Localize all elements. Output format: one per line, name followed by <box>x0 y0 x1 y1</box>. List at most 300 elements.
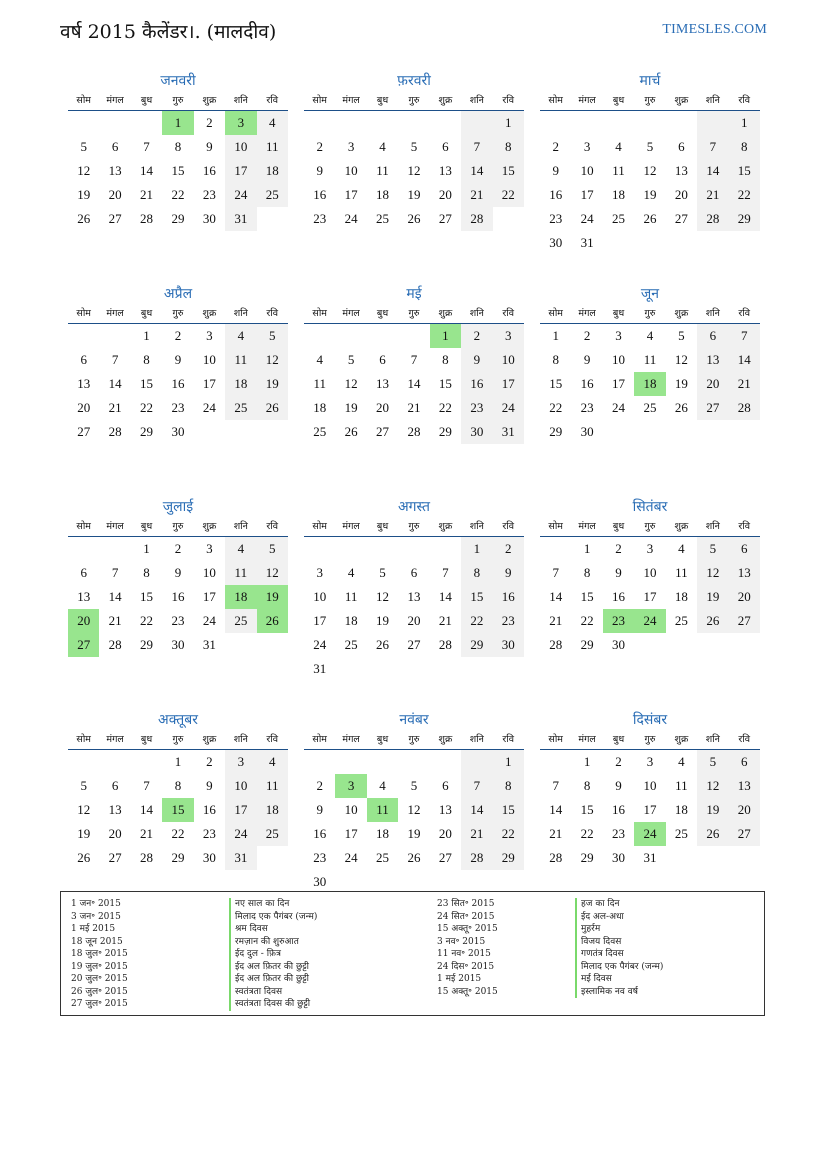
day-cell: 27 <box>108 211 122 226</box>
holiday-date: 24 सित॰ 2015 <box>437 911 495 922</box>
holiday-day-cell: 26 <box>257 609 288 633</box>
day-cell: 23 <box>313 211 327 226</box>
day-cell: 31 <box>225 207 256 231</box>
weekday-label: मंगल <box>578 308 596 319</box>
weekday-header <box>304 305 524 324</box>
weekday-label: शनि <box>469 734 484 745</box>
day-cell: 4 <box>379 778 386 793</box>
weekday-label: शुक्र <box>438 521 453 532</box>
weekday-label: सोम <box>548 521 563 532</box>
empty-day-cell <box>493 207 524 231</box>
day-cell: 17 <box>313 613 327 628</box>
day-cell: 6 <box>697 324 728 348</box>
day-cell: 25 <box>674 826 688 841</box>
day-cell: 23 <box>202 826 216 841</box>
empty-day-cell <box>304 324 335 348</box>
holiday-date: 3 नव॰ 2015 <box>437 936 486 947</box>
weekday-label: गुरु <box>408 95 420 106</box>
day-cell: 16 <box>313 187 327 202</box>
day-cell: 24 <box>225 183 256 207</box>
day-cell: 19 <box>376 613 390 628</box>
day-cell: 31 <box>643 850 657 865</box>
day-cell: 20 <box>108 187 122 202</box>
weekday-label: गुरु <box>172 95 184 106</box>
weekday-label: रवि <box>502 521 515 532</box>
day-cell: 15 <box>729 159 760 183</box>
day-cell: 10 <box>643 565 657 580</box>
month-calendar <box>68 496 288 709</box>
weekday-label: गुरु <box>172 308 184 319</box>
day-cell: 14 <box>407 376 421 391</box>
month-name: सितंबर <box>632 499 668 515</box>
day-cell: 3 <box>316 565 323 580</box>
day-cell: 20 <box>729 798 760 822</box>
day-cell: 20 <box>376 400 390 415</box>
day-cell: 16 <box>202 802 216 817</box>
day-cell: 27 <box>697 396 728 420</box>
weekday-label: मंगल <box>342 521 360 532</box>
day-cell: 15 <box>438 376 452 391</box>
day-cell: 2 <box>316 139 323 154</box>
day-cell: 1 <box>174 754 182 769</box>
day-cell: 25 <box>643 400 657 415</box>
weekday-label: बुध <box>140 734 153 745</box>
empty-day-cell <box>697 846 728 870</box>
empty-day-cell <box>304 111 335 135</box>
day-cell: 19 <box>407 187 421 202</box>
day-cell: 25 <box>257 183 288 207</box>
holiday-day-cell: 19 <box>257 585 288 609</box>
empty-day-cell <box>367 657 398 681</box>
day-cell: 13 <box>438 163 452 178</box>
empty-day-cell <box>461 657 492 681</box>
day-cell: 12 <box>674 352 688 367</box>
empty-day-cell <box>634 633 665 657</box>
day-cell: 6 <box>729 537 760 561</box>
holiday-date: 18 जुल॰ 2015 <box>71 949 128 959</box>
day-cell: 12 <box>344 376 358 391</box>
day-cell: 6 <box>410 565 418 580</box>
empty-day-cell <box>493 657 524 681</box>
empty-day-cell <box>634 231 665 255</box>
day-cell: 7 <box>461 135 492 159</box>
day-cell: 14 <box>140 802 154 817</box>
day-cell: 13 <box>697 348 728 372</box>
day-cell: 28 <box>549 637 563 652</box>
day-cell: 17 <box>225 159 256 183</box>
day-cell: 30 <box>202 850 216 865</box>
day-cell: 21 <box>438 613 452 628</box>
empty-day-cell <box>335 750 366 774</box>
weekday-label: शनि <box>233 308 248 319</box>
day-cell: 20 <box>108 826 122 841</box>
day-cell: 20 <box>729 585 760 609</box>
empty-day-cell <box>68 537 99 561</box>
weekday-label: शनि <box>469 95 484 106</box>
day-cell: 24 <box>493 396 524 420</box>
month-calendar <box>68 283 288 496</box>
holiday-date: 1 जन॰ 2015 <box>71 899 121 909</box>
day-cell: 6 <box>678 139 685 154</box>
day-cell: 18 <box>376 826 390 841</box>
holiday-name: विजय दिवस <box>575 936 663 949</box>
weekday-label: बुध <box>376 734 389 745</box>
day-cell: 5 <box>80 778 87 793</box>
weekday-label: बुध <box>376 521 389 532</box>
day-cell: 27 <box>376 424 390 439</box>
holiday-name: मिलाद एक पैगंबर (जन्म) <box>575 961 663 974</box>
day-cell: 2 <box>461 324 492 348</box>
day-cell: 20 <box>77 400 91 415</box>
day-cell: 26 <box>376 637 390 652</box>
day-cell: 9 <box>615 565 622 580</box>
day-cell: 16 <box>171 376 185 391</box>
day-cell: 26 <box>407 850 421 865</box>
day-cell: 31 <box>313 661 327 676</box>
day-cell: 15 <box>580 589 594 604</box>
day-cell: 6 <box>80 565 87 580</box>
day-cell: 25 <box>612 211 626 226</box>
day-cell: 25 <box>376 211 390 226</box>
holiday-name: श्रम दिवस <box>229 923 317 936</box>
day-cell: 26 <box>674 400 688 415</box>
weekday-label: शुक्र <box>674 95 689 106</box>
weekday-label: सोम <box>548 95 563 106</box>
day-cell: 27 <box>407 637 421 652</box>
day-cell: 14 <box>461 159 492 183</box>
empty-day-cell <box>697 231 728 255</box>
day-cell: 8 <box>583 778 591 793</box>
day-cell: 4 <box>678 754 685 769</box>
day-cell: 11 <box>344 589 358 604</box>
weekday-label: शनि <box>233 521 248 532</box>
holiday-date: 1 मई 2015 <box>437 974 482 984</box>
day-cell: 4 <box>347 565 355 580</box>
day-cell: 25 <box>376 850 390 865</box>
weekday-label: सोम <box>312 95 327 106</box>
empty-day-cell <box>367 324 398 348</box>
weekday-label: शनि <box>705 308 720 319</box>
day-cell: 24 <box>225 822 256 846</box>
day-cell: 24 <box>202 400 216 415</box>
weekday-header <box>540 518 760 537</box>
day-cell: 6 <box>80 352 87 367</box>
holiday-name: मुहर्रम <box>575 923 663 936</box>
calendar-grid <box>68 70 760 922</box>
day-cell: 6 <box>111 139 119 154</box>
weekday-label: शुक्र <box>438 734 453 745</box>
day-cell: 21 <box>549 826 563 841</box>
day-cell: 19 <box>77 826 91 841</box>
weekday-label: शनि <box>233 95 248 106</box>
empty-day-cell <box>257 420 288 444</box>
empty-day-cell <box>666 846 697 870</box>
holiday-day-cell: 18 <box>634 372 665 396</box>
day-cell: 11 <box>225 561 256 585</box>
holiday-name: रमज़ान की शुरुआत <box>229 936 317 949</box>
day-cell: 10 <box>313 589 327 604</box>
day-cell: 26 <box>697 822 728 846</box>
holiday-name: नए साल का दिन <box>229 898 317 911</box>
day-cell: 9 <box>174 352 182 367</box>
day-cell: 26 <box>77 850 91 865</box>
day-cell: 30 <box>580 424 594 439</box>
weekday-label: बुध <box>612 308 625 319</box>
day-cell: 15 <box>493 798 524 822</box>
weekday-label: गुरु <box>172 521 184 532</box>
holiday-date: 23 सित॰ 2015 <box>437 899 495 909</box>
day-cell: 11 <box>225 348 256 372</box>
holiday-date: 20 जुल॰ 2015 <box>71 974 128 984</box>
day-cell: 27 <box>729 822 760 846</box>
weekday-label: गुरु <box>172 734 184 745</box>
weekday-header <box>68 518 288 537</box>
holiday-name: स्वतंत्रता दिवस की छुट्टी <box>229 998 317 1011</box>
day-cell: 22 <box>493 183 524 207</box>
day-cell: 4 <box>646 328 654 343</box>
day-cell: 7 <box>143 778 150 793</box>
day-cell: 17 <box>202 376 216 391</box>
holiday-date: 1 मई 2015 <box>71 924 116 934</box>
empty-day-cell <box>335 537 366 561</box>
day-cell: 6 <box>111 778 119 793</box>
day-cell: 20 <box>438 826 452 841</box>
day-cell: 16 <box>580 376 594 391</box>
day-cell: 11 <box>376 163 389 178</box>
empty-day-cell <box>729 846 760 870</box>
day-cell: 8 <box>493 135 524 159</box>
day-cell: 22 <box>171 826 185 841</box>
day-cell: 30 <box>612 637 626 652</box>
day-cell: 6 <box>729 750 760 774</box>
day-cell: 13 <box>729 774 760 798</box>
day-cell: 6 <box>442 778 449 793</box>
holiday-date: 18 जून 2015 <box>71 936 123 947</box>
day-cell: 24 <box>202 613 216 628</box>
day-cell: 16 <box>171 589 185 604</box>
day-cell: 17 <box>612 376 626 391</box>
empty-day-cell <box>430 537 461 561</box>
day-cell: 12 <box>407 802 421 817</box>
day-cell: 27 <box>438 850 452 865</box>
day-cell: 7 <box>442 565 449 580</box>
month-name: जनवरी <box>160 73 196 89</box>
day-cell: 27 <box>674 211 688 226</box>
day-cell: 28 <box>140 211 154 226</box>
day-cell: 30 <box>171 424 185 439</box>
site-link[interactable]: TIMESLES.COM <box>662 22 767 37</box>
empty-day-cell <box>68 324 99 348</box>
day-cell: 19 <box>344 400 358 415</box>
weekday-label: शनि <box>469 308 484 319</box>
empty-day-cell <box>68 111 99 135</box>
empty-day-cell <box>697 633 728 657</box>
weekday-label: शुक्र <box>674 521 689 532</box>
day-cell: 26 <box>697 609 728 633</box>
day-cell: 18 <box>225 372 256 396</box>
weekday-label: रवि <box>502 734 515 745</box>
day-cell: 24 <box>580 211 594 226</box>
holiday-date: 26 जुल॰ 2015 <box>71 986 128 997</box>
day-cell: 8 <box>552 352 559 367</box>
day-cell: 15 <box>549 376 563 391</box>
day-cell: 17 <box>344 826 358 841</box>
day-cell: 13 <box>77 376 91 391</box>
empty-day-cell <box>430 657 461 681</box>
day-grid <box>540 750 760 870</box>
empty-day-cell <box>131 111 162 135</box>
empty-day-cell <box>398 750 429 774</box>
empty-day-cell <box>225 633 256 657</box>
day-cell: 28 <box>108 637 122 652</box>
day-cell: 14 <box>438 589 452 604</box>
day-cell: 11 <box>643 352 657 367</box>
weekday-label: गुरु <box>644 95 656 106</box>
empty-day-cell <box>99 537 130 561</box>
holiday-name: इस्लामिक नव वर्ष <box>575 986 663 999</box>
day-cell: 2 <box>206 754 213 769</box>
day-cell: 16 <box>612 589 626 604</box>
weekday-label: शुक्र <box>438 95 453 106</box>
day-grid <box>68 537 288 657</box>
day-cell: 30 <box>493 633 524 657</box>
day-cell: 12 <box>77 802 91 817</box>
day-cell: 18 <box>313 400 327 415</box>
day-cell: 29 <box>171 850 185 865</box>
weekday-label: मंगल <box>106 308 124 319</box>
day-cell: 26 <box>257 396 288 420</box>
month-name: जुलाई <box>162 499 194 515</box>
day-cell: 1 <box>729 111 760 135</box>
day-cell: 1 <box>583 541 591 556</box>
day-cell: 5 <box>379 565 386 580</box>
weekday-label: रवि <box>266 308 279 319</box>
day-cell: 3 <box>225 750 256 774</box>
holiday-date: 11 नव॰ 2015 <box>437 949 491 959</box>
day-cell: 31 <box>225 846 256 870</box>
day-cell: 18 <box>257 159 288 183</box>
weekday-label: सोम <box>312 734 327 745</box>
day-cell: 16 <box>612 802 626 817</box>
day-cell: 18 <box>674 589 688 604</box>
day-cell: 8 <box>143 565 150 580</box>
day-cell: 18 <box>612 187 626 202</box>
day-cell: 10 <box>225 135 256 159</box>
day-cell: 31 <box>493 420 524 444</box>
weekday-label: सोम <box>76 308 91 319</box>
day-cell: 10 <box>612 352 626 367</box>
day-cell: 10 <box>493 348 524 372</box>
month-calendar <box>304 283 524 496</box>
day-cell: 2 <box>552 139 559 154</box>
holiday-day-cell: 20 <box>68 609 99 633</box>
day-cell: 8 <box>729 135 760 159</box>
day-cell: 31 <box>580 235 594 250</box>
day-cell: 18 <box>674 802 688 817</box>
day-cell: 3 <box>206 541 213 556</box>
day-cell: 30 <box>549 235 563 250</box>
empty-day-cell <box>99 111 130 135</box>
empty-day-cell <box>540 750 571 774</box>
empty-day-cell <box>666 231 697 255</box>
day-cell: 6 <box>442 139 449 154</box>
day-cell: 29 <box>461 633 492 657</box>
weekday-label: रवि <box>266 734 279 745</box>
day-cell: 24 <box>344 850 358 865</box>
day-cell: 1 <box>143 541 150 556</box>
weekday-label: मंगल <box>578 521 596 532</box>
day-cell: 3 <box>206 328 213 343</box>
day-cell: 13 <box>438 802 452 817</box>
day-cell: 14 <box>729 348 760 372</box>
weekday-label: शुक्र <box>674 734 689 745</box>
day-cell: 16 <box>202 163 216 178</box>
empty-day-cell <box>99 750 130 774</box>
empty-day-cell <box>430 750 461 774</box>
weekday-label: बुध <box>612 521 625 532</box>
weekday-label: रवि <box>738 95 751 106</box>
day-cell: 13 <box>77 589 91 604</box>
month-name: नवंबर <box>399 712 429 728</box>
empty-day-cell <box>729 633 760 657</box>
day-cell: 30 <box>202 211 216 226</box>
day-cell: 15 <box>140 589 154 604</box>
holiday-date: 15 अक्तू॰ 2015 <box>437 986 498 997</box>
day-cell: 7 <box>729 324 760 348</box>
day-cell: 8 <box>461 561 492 585</box>
weekday-label: मंगल <box>106 95 124 106</box>
weekday-label: मंगल <box>578 95 596 106</box>
day-cell: 2 <box>615 754 622 769</box>
day-cell: 8 <box>442 352 449 367</box>
day-cell: 10 <box>225 774 256 798</box>
month-name: अप्रैल <box>163 286 193 302</box>
day-cell: 10 <box>202 352 216 367</box>
day-cell: 29 <box>493 846 524 870</box>
weekday-label: सोम <box>76 521 91 532</box>
page-title: वर्ष 2015 कैलेंडर।. (मालदीव) <box>60 21 277 43</box>
empty-day-cell <box>398 111 429 135</box>
day-grid <box>304 750 524 894</box>
month-calendar <box>540 283 760 496</box>
day-cell: 17 <box>493 372 524 396</box>
empty-day-cell <box>304 750 335 774</box>
day-cell: 28 <box>407 424 421 439</box>
weekday-label: शुक्र <box>674 308 689 319</box>
weekday-header <box>304 518 524 537</box>
day-cell: 1 <box>552 328 559 343</box>
day-cell: 13 <box>108 802 122 817</box>
day-cell: 27 <box>77 424 91 439</box>
day-cell: 23 <box>171 613 185 628</box>
day-cell: 7 <box>410 352 418 367</box>
weekday-label: बुध <box>140 95 153 106</box>
day-cell: 10 <box>202 565 216 580</box>
day-cell: 28 <box>549 850 563 865</box>
holiday-name: स्वतंत्रता दिवस <box>229 986 317 999</box>
empty-day-cell <box>603 111 634 135</box>
weekday-header <box>68 305 288 324</box>
month-name: अक्तूबर <box>158 712 198 728</box>
day-cell: 27 <box>729 609 760 633</box>
day-cell: 11 <box>675 778 688 793</box>
holiday-day-cell: 24 <box>634 609 665 633</box>
day-cell: 7 <box>552 778 559 793</box>
day-cell: 15 <box>171 163 185 178</box>
day-cell: 14 <box>108 589 122 604</box>
holiday-dates-col-2 <box>437 898 498 998</box>
month-calendar <box>540 70 760 283</box>
